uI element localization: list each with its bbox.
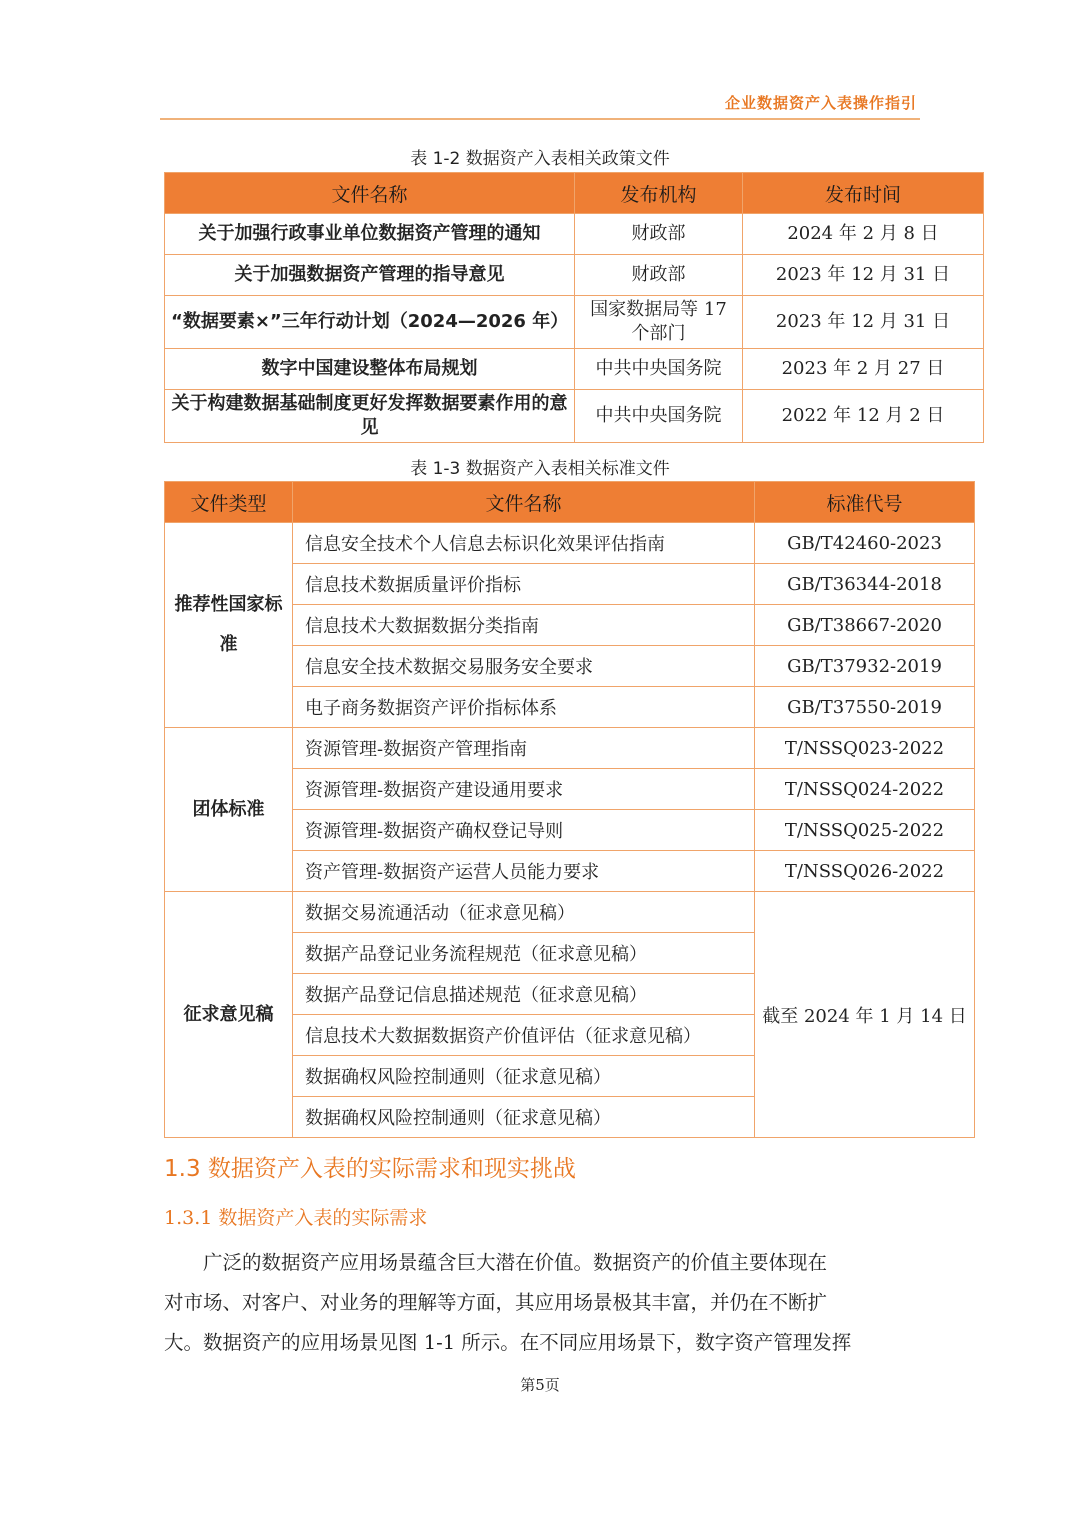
- column-header: 标准代号: [755, 482, 975, 523]
- column-header: 发布机构: [575, 173, 743, 214]
- doc-name-cell: 数据交易流通活动（征求意见稿）: [293, 892, 755, 933]
- doc-name-cell: 资源管理-数据资产确权登记导则: [293, 810, 755, 851]
- policy-table: [164, 172, 984, 443]
- table-header-row: [165, 173, 984, 214]
- org-cell: 国家数据局等 17 个部门: [575, 296, 743, 349]
- doc-type-cell: 团体标准: [165, 728, 293, 892]
- doc-name-cell: 资源管理-数据资产建设通用要求: [293, 769, 755, 810]
- table-row: [165, 255, 984, 296]
- column-header: 文件名称: [293, 482, 755, 523]
- std-code-cell: GB/T38667-2020: [755, 605, 975, 646]
- std-code-cell: T/NSSQ023-2022: [755, 728, 975, 769]
- doc-name-cell: 信息技术数据质量评价指标: [293, 564, 755, 605]
- doc-name-cell: 数据产品登记业务流程规范（征求意见稿）: [293, 933, 755, 974]
- paragraph-line: 广泛的数据资产应用场景蕴含巨大潜在价值。数据资产的价值主要体现在: [203, 1251, 828, 1274]
- section-heading: 1.3 数据资产入表的实际需求和现实挑战: [164, 1156, 576, 1182]
- org-cell: 财政部: [575, 214, 743, 255]
- doc-name-cell: 电子商务数据资产评价指标体系: [293, 687, 755, 728]
- standards-table: [164, 481, 975, 1138]
- table-row: [165, 349, 984, 390]
- column-header: 文件名称: [165, 173, 575, 214]
- page-number: 第5页: [520, 1376, 560, 1394]
- std-code-cell: T/NSSQ025-2022: [755, 810, 975, 851]
- doc-name-cell: 数据确权风险控制通则（征求意见稿）: [293, 1097, 755, 1138]
- table-row: [165, 390, 984, 443]
- date-cell: 2023 年 12 月 31 日: [743, 296, 984, 349]
- std-code-cell: GB/T37550-2019: [755, 687, 975, 728]
- date-cell: 2023 年 2 月 27 日: [743, 349, 984, 390]
- table-header-row: [165, 482, 975, 523]
- body-paragraph: [164, 1243, 920, 1363]
- table-row: [165, 214, 984, 255]
- doc-name-cell: 信息技术大数据数据资产价值评估（征求意见稿）: [293, 1015, 755, 1056]
- table-row: [165, 523, 975, 564]
- paragraph-line: 大。数据资产的应用场景见图 1-1 所示。在不同应用场景下，数字资产管理发挥: [164, 1331, 852, 1354]
- date-cell: 2024 年 2 月 8 日: [743, 214, 984, 255]
- std-code-cell: 截至 2024 年 1 月 14 日: [755, 892, 975, 1138]
- table-row: [165, 892, 975, 933]
- doc-name-cell: 信息安全技术个人信息去标识化效果评估指南: [293, 523, 755, 564]
- column-header: 文件类型: [165, 482, 293, 523]
- doc-name-cell: 关于构建数据基础制度更好发挥数据要素作用的意见: [165, 390, 575, 443]
- std-code-cell: T/NSSQ026-2022: [755, 851, 975, 892]
- doc-name-cell: 资产管理-数据资产运营人员能力要求: [293, 851, 755, 892]
- table-row: [165, 296, 984, 349]
- paragraph-line: 对市场、对客户、对业务的理解等方面，其应用场景极其丰富，并仍在不断扩: [164, 1291, 828, 1314]
- table2-caption: 表 1-3 数据资产入表相关标准文件: [410, 459, 670, 479]
- table-row: [165, 728, 975, 769]
- std-code-cell: GB/T37932-2019: [755, 646, 975, 687]
- doc-name-cell: 资源管理-数据资产管理指南: [293, 728, 755, 769]
- doc-name-cell: 数据确权风险控制通则（征求意见稿）: [293, 1056, 755, 1097]
- org-cell: 中共中央国务院: [575, 390, 743, 443]
- doc-name-cell: “数据要素×”三年行动计划（2024—2026 年）: [165, 296, 575, 349]
- std-code-cell: GB/T42460-2023: [755, 523, 975, 564]
- column-header: 发布时间: [743, 173, 984, 214]
- doc-name-cell: 关于加强数据资产管理的指导意见: [165, 255, 575, 296]
- date-cell: 2023 年 12 月 31 日: [743, 255, 984, 296]
- table1-caption: 表 1-2 数据资产入表相关政策文件: [410, 149, 670, 169]
- std-code-cell: GB/T36344-2018: [755, 564, 975, 605]
- doc-name-cell: 信息安全技术数据交易服务安全要求: [293, 646, 755, 687]
- running-header: 企业数据资产入表操作指引: [724, 94, 917, 112]
- doc-type-cell: 征求意见稿: [165, 892, 293, 1138]
- subsection-heading: 1.3.1 数据资产入表的实际需求: [164, 1207, 428, 1229]
- doc-name-cell: 数据产品登记信息描述规范（征求意见稿）: [293, 974, 755, 1015]
- org-cell: 财政部: [575, 255, 743, 296]
- org-cell: 中共中央国务院: [575, 349, 743, 390]
- header-divider: [160, 118, 920, 120]
- date-cell: 2022 年 12 月 2 日: [743, 390, 984, 443]
- doc-name-cell: 关于加强行政事业单位数据资产管理的通知: [165, 214, 575, 255]
- doc-name-cell: 信息技术大数据数据分类指南: [293, 605, 755, 646]
- doc-name-cell: 数字中国建设整体布局规划: [165, 349, 575, 390]
- std-code-cell: T/NSSQ024-2022: [755, 769, 975, 810]
- doc-type-cell: 推荐性国家标准: [165, 523, 293, 728]
